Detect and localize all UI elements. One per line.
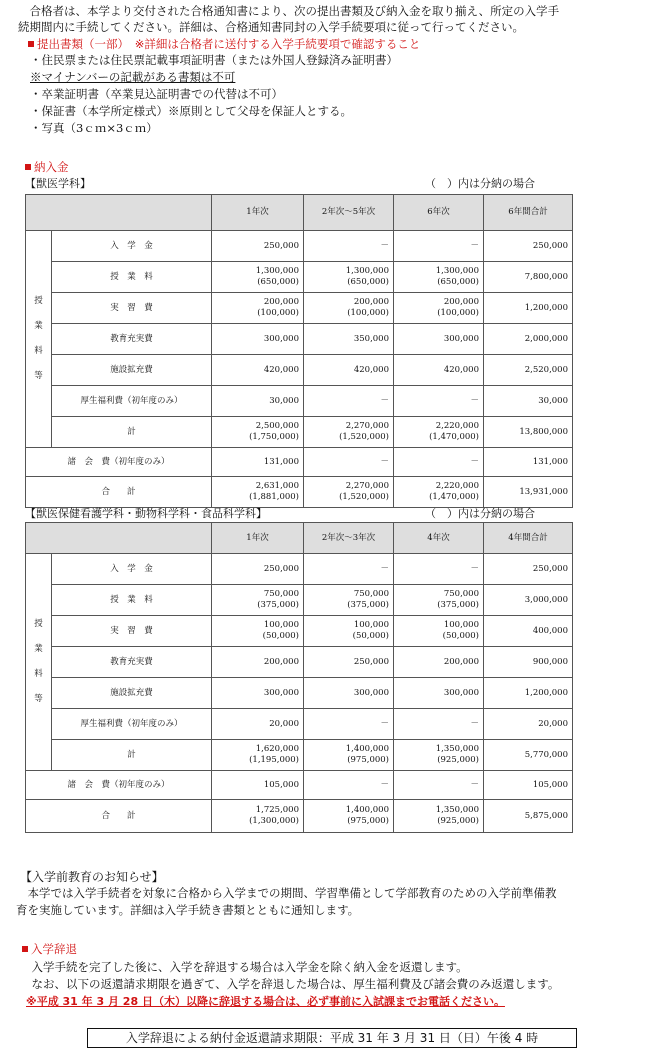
- cell-years-mid: －: [304, 386, 394, 417]
- tuition-group-label: 授 業 料 等: [26, 231, 52, 448]
- table-row-subtotal: [26, 417, 573, 448]
- refund-deadline-box: 入学辞退による納付金返還請求期限：平成 31 年 3 月 31 日（日）午後 4 時: [87, 1028, 577, 1048]
- cell-total: 1,200,000: [484, 678, 573, 709]
- table-row: [26, 585, 573, 616]
- cell-year-1: 30,000: [212, 386, 304, 417]
- table-row: [26, 616, 573, 647]
- table-row: [26, 355, 573, 386]
- cell-year-final: 1,300,000 (650,000): [394, 262, 484, 293]
- cell-year-1: 250,000: [212, 554, 304, 585]
- cell-year-final: －: [394, 448, 484, 477]
- cell-year-final: －: [394, 554, 484, 585]
- table-row: [26, 293, 573, 324]
- cell-year-1: 200,000 (100,000): [212, 293, 304, 324]
- cell-total: 30,000: [484, 386, 573, 417]
- cell-total: 13,800,000: [484, 417, 573, 448]
- cell-year-1: 1,725,000 (1,300,000): [212, 800, 304, 833]
- payment-heading: [25, 160, 69, 175]
- row-label: 諸 会 費（初年度のみ）: [26, 448, 212, 477]
- row-label: 施設拡充費: [52, 355, 212, 386]
- cell-year-final: 420,000: [394, 355, 484, 386]
- withdrawal-heading: [22, 942, 77, 957]
- row-label: 厚生福利費（初年度のみ）: [52, 709, 212, 740]
- cell-year-final: 100,000 (50,000): [394, 616, 484, 647]
- header-total-4-years: 4年間合計: [484, 523, 573, 554]
- pre-education-heading: 【入学前教育のお知らせ】: [20, 870, 164, 884]
- square-bullet-icon: [25, 164, 31, 170]
- cell-years-mid: 2,270,000 (1,520,000): [304, 417, 394, 448]
- square-bullet-icon: [28, 41, 34, 47]
- document-item-resident: ・住民票または住民票記載事項証明書（または外国人登録済み証明書）: [30, 53, 398, 67]
- tuition-group-label: 授 業 料 等: [26, 554, 52, 771]
- table-row: [26, 231, 573, 262]
- row-label: 入 学 金: [52, 231, 212, 262]
- table-row-subtotal: [26, 740, 573, 771]
- header-total-6-years: 6年間合計: [484, 195, 573, 231]
- cell-year-final: 1,350,000 (925,000): [394, 800, 484, 833]
- cell-total: 2,000,000: [484, 324, 573, 355]
- withdrawal-warning: ※平成 31 年 3 月 28 日（木）以降に辞退する場合は、必ず事前に入試課までお電話ください。: [26, 995, 505, 1008]
- cell-total: 900,000: [484, 647, 573, 678]
- cell-total: 400,000: [484, 616, 573, 647]
- cell-total: 1,200,000: [484, 293, 573, 324]
- cell-year-final: 2,220,000 (1,470,000): [394, 477, 484, 508]
- withdrawal-heading-text: 入学辞退: [31, 942, 77, 956]
- row-label: 厚生福利費（初年度のみ）: [52, 386, 212, 417]
- cell-total: 5,875,000: [484, 800, 573, 833]
- table-row: [26, 386, 573, 417]
- cell-total: 2,520,000: [484, 355, 573, 386]
- cell-total: 20,000: [484, 709, 573, 740]
- cell-years-mid: 1,400,000 (975,000): [304, 800, 394, 833]
- cell-year-final: －: [394, 771, 484, 800]
- cell-years-mid: －: [304, 554, 394, 585]
- table-row-association-fee: [26, 448, 573, 477]
- square-bullet-icon: [22, 946, 28, 952]
- header-year-1: 1年次: [212, 523, 304, 554]
- cell-total: 3,000,000: [484, 585, 573, 616]
- pre-education-line-2: 育を実施しています。詳細は入学手続き書類とともに通知します。: [16, 903, 360, 917]
- row-label: 計: [52, 740, 212, 771]
- table1-title: 【獣医学科】: [25, 177, 91, 190]
- cell-years-mid: 200,000 (100,000): [304, 293, 394, 324]
- row-label: 施設拡充費: [52, 678, 212, 709]
- cell-years-mid: 1,400,000 (975,000): [304, 740, 394, 771]
- row-label: 合 計: [26, 477, 212, 508]
- documents-heading: [28, 37, 420, 52]
- row-label: 実 習 費: [52, 616, 212, 647]
- cell-total: 7,800,000: [484, 262, 573, 293]
- my-number-note: ※マイナンバーの記載がある書類は不可: [30, 70, 236, 84]
- row-label: 教育充実費: [52, 647, 212, 678]
- cell-total: 250,000: [484, 554, 573, 585]
- withdrawal-line-1: 入学手続を完了した後に、入学を辞退する場合は入学金を除く納入金を返還します。: [20, 960, 468, 974]
- row-label: 入 学 金: [52, 554, 212, 585]
- header-blank: [26, 195, 212, 231]
- table-row-association-fee: [26, 771, 573, 800]
- cell-years-mid: －: [304, 771, 394, 800]
- intro-line-1: 合格者は、本学より交付された合格通知書により、次の提出書類及び納入金を取り揃え、所定の入学手: [18, 4, 560, 18]
- table-row: [26, 647, 573, 678]
- table-header-row: [26, 523, 573, 554]
- header-year-4: 4年次: [394, 523, 484, 554]
- header-years-2-5: 2年次～5年次: [304, 195, 394, 231]
- cell-year-1: 100,000 (50,000): [212, 616, 304, 647]
- cell-total: 5,770,000: [484, 740, 573, 771]
- cell-years-mid: 750,000 (375,000): [304, 585, 394, 616]
- table-row: [26, 709, 573, 740]
- table-header-row: [26, 195, 573, 231]
- fees-table-veterinary: [25, 194, 573, 508]
- table-row: [26, 324, 573, 355]
- row-label: 授 業 料: [52, 585, 212, 616]
- header-year-6: 6年次: [394, 195, 484, 231]
- table-row: [26, 262, 573, 293]
- cell-total: 131,000: [484, 448, 573, 477]
- cell-year-final: －: [394, 231, 484, 262]
- cell-total: 250,000: [484, 231, 573, 262]
- cell-years-mid: 100,000 (50,000): [304, 616, 394, 647]
- cell-year-1: 420,000: [212, 355, 304, 386]
- table-row-grand-total: [26, 800, 573, 833]
- cell-year-final: 200,000: [394, 647, 484, 678]
- row-label: 授 業 料: [52, 262, 212, 293]
- table2-title: 【獣医保健看護学科・動物科学科・食品科学科】: [25, 507, 267, 520]
- withdrawal-line-2: なお、以下の返還請求期限を過ぎて、入学を辞退した場合は、厚生福利費及び諸会費のみ返還します。: [20, 977, 560, 991]
- cell-years-mid: －: [304, 231, 394, 262]
- document-item-photo: ・写真（3ｃｍ×3ｃｍ）: [30, 121, 158, 135]
- payment-heading-text: 納入金: [34, 160, 69, 174]
- document-item-guarantee: ・保証書（本学所定様式）※原則として父母を保証人とする。: [30, 104, 352, 118]
- cell-year-final: －: [394, 709, 484, 740]
- cell-total: 105,000: [484, 771, 573, 800]
- row-label: 実 習 費: [52, 293, 212, 324]
- table-row: [26, 678, 573, 709]
- header-blank: [26, 523, 212, 554]
- table-row: [26, 554, 573, 585]
- cell-years-mid: 300,000: [304, 678, 394, 709]
- cell-year-1: 20,000: [212, 709, 304, 740]
- cell-year-1: 1,300,000 (650,000): [212, 262, 304, 293]
- documents-heading-text: 提出書類（一部） ※詳細は合格者に送付する入学手続要項で確認すること: [37, 37, 421, 51]
- cell-years-mid: －: [304, 448, 394, 477]
- cell-year-1: 200,000: [212, 647, 304, 678]
- cell-year-1: 131,000: [212, 448, 304, 477]
- cell-years-mid: －: [304, 709, 394, 740]
- cell-year-final: 300,000: [394, 678, 484, 709]
- header-year-1: 1年次: [212, 195, 304, 231]
- cell-years-mid: 2,270,000 (1,520,000): [304, 477, 394, 508]
- fees-table-other-departments: [25, 522, 573, 833]
- document-item-graduation: ・卒業証明書（卒業見込証明書での代替は不可）: [30, 87, 283, 101]
- row-label: 教育充実費: [52, 324, 212, 355]
- cell-years-mid: 250,000: [304, 647, 394, 678]
- cell-year-final: 200,000 (100,000): [394, 293, 484, 324]
- row-label: 計: [52, 417, 212, 448]
- header-years-2-3: 2年次～3年次: [304, 523, 394, 554]
- table1-installment-note: （ ）内は分納の場合: [425, 177, 535, 190]
- cell-year-1: 300,000: [212, 324, 304, 355]
- cell-years-mid: 420,000: [304, 355, 394, 386]
- pre-education-line-1: 本学では入学手続者を対象に合格から入学までの期間、学習準備として学部教育のための入学前準備教: [16, 886, 557, 900]
- cell-year-final: 1,350,000 (925,000): [394, 740, 484, 771]
- cell-year-final: 750,000 (375,000): [394, 585, 484, 616]
- cell-year-1: 300,000: [212, 678, 304, 709]
- cell-year-1: 2,500,000 (1,750,000): [212, 417, 304, 448]
- cell-total: 13,931,000: [484, 477, 573, 508]
- row-label: 諸 会 費（初年度のみ）: [26, 771, 212, 800]
- cell-year-final: 2,220,000 (1,470,000): [394, 417, 484, 448]
- cell-year-final: 300,000: [394, 324, 484, 355]
- table2-installment-note: （ ）内は分納の場合: [425, 507, 535, 520]
- cell-year-final: －: [394, 386, 484, 417]
- cell-year-1: 105,000: [212, 771, 304, 800]
- intro-line-2: 続期間内に手続してください。詳細は、合格通知書同封の入学手続要項に従って行ってください。: [18, 20, 524, 34]
- cell-year-1: 750,000 (375,000): [212, 585, 304, 616]
- table-row-grand-total: [26, 477, 573, 508]
- row-label: 合 計: [26, 800, 212, 833]
- cell-years-mid: 350,000: [304, 324, 394, 355]
- cell-year-1: 2,631,000 (1,881,000): [212, 477, 304, 508]
- cell-year-1: 1,620,000 (1,195,000): [212, 740, 304, 771]
- cell-year-1: 250,000: [212, 231, 304, 262]
- cell-years-mid: 1,300,000 (650,000): [304, 262, 394, 293]
